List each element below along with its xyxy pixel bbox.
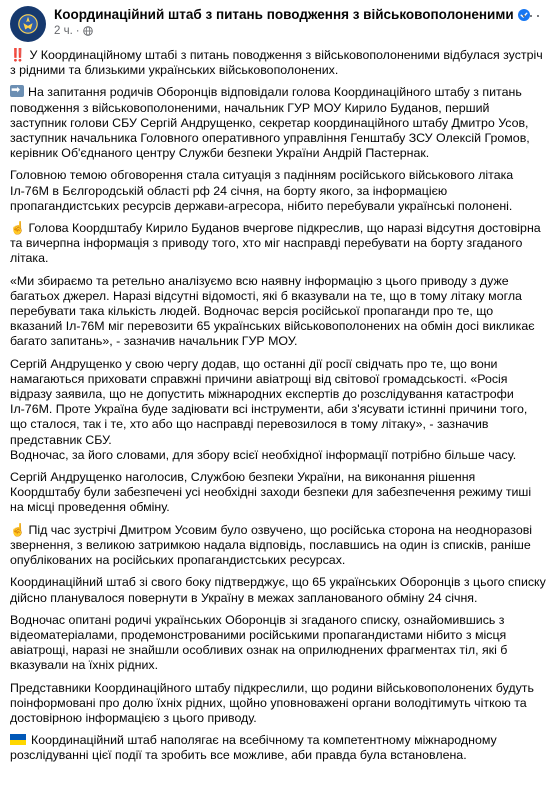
paragraph-12: Представники Координаційного штабу підкреслили, що родини військовополонених будуть поінформовані про долю їхніх рідних, щойно уповноважені органи володітимуть чіткою та достовірною інформацією з цього приводу. xyxy=(10,680,534,725)
paragraph-11: Водночас опитані родичі українських Оборонців зі згаданого списку, ознайомившись з відеоматеріалами, продемонстрованими російськими пропагандистами нібито з місця авіатрощі, наразі не знайшли особливих ознак на оприлюднених фрагментах тіл, які б вказували на їхніх рідних. xyxy=(10,612,508,673)
paragraph-5: «Ми збираємо та ретельно аналізуємо всю наявну інформацію з цього приводу з дуже багатьох джерел. Наразі відсутні відомості, які б вказували на те, що в тому літаку могла перебувати така кількість людей. Водночас версія російської пропаганди про те, що вказаний Іл-76М міг перевозити 65 українських військовополонених на обмін досі викликає багато запитань», - зазначив начальник ГУР МОУ. xyxy=(10,273,535,349)
paragraph-3: Головною темою обговорення стала ситуація з падінням російського військового літака Іл-76М в Бєлгородській області рф 24 січня, на борту якого, за інформацією пропагандистських ресурсів держави-агресора, нібито перебували українські полонені. xyxy=(10,168,514,213)
paragraph-1: ‼️ У Координаційному штабі з питань поводження з військовополоненими відбулася зустріч з рідними та близькими українських військовополонених. xyxy=(10,48,543,78)
paragraph-4: ☝️ Голова Коордштабу Кирило Буданов вчергове підкреслив, що наразі відсутня достовірна та вичерпна інформація з приводу того, хто міг насправді перебувати на борту згаданого літака. xyxy=(10,221,541,266)
emblem-icon xyxy=(17,13,39,35)
paragraph-7: Водночас, за його словами, для збору всієї необхідної інформації потрібно більше часу. xyxy=(10,447,517,462)
page-name-link[interactable]: Координаційний штаб з питань поводження з військовополоненими xyxy=(54,7,514,22)
post-timestamp[interactable]: 2 ч. xyxy=(54,25,73,37)
paragraph-9: ☝️ Під час зустрічі Дмитром Усовим було озвучено, що російська сторона на неодноразові звернення, з великою затримкою надала відповідь, пославшись на один із списків, раніше опублікованих на російських пропагандистських ресурсах. xyxy=(10,522,533,568)
more-options-icon[interactable]: ··· xyxy=(521,5,542,25)
post-text xyxy=(10,48,546,764)
paragraph-10: Координаційний штаб зі свого боку підтверджує, що 65 українських Оборонців з цього списку дійсно планувалося повернути в Україну в межах запланованого обміну 24 січня. xyxy=(10,575,546,605)
page-avatar[interactable] xyxy=(10,6,46,42)
paragraph-2: ➡На запитання родичів Оборонців відповідали голова Координаційного штабу з питань поводження з військовополоненими, начальник ГУР МОУ Кирило Буданов, перший заступник голови СБУ Сергій Андрущенко, секретар координаційного штабу Дмитро Усов, заступник начальника Головного оперативного управління Генштабу ЗСУ Олексій Громов, керівник Об'єднаного центру Служби безпеки України Андрій Пастернак. xyxy=(10,85,546,161)
meta-separator: · xyxy=(75,25,80,37)
pointing-up-icon: ☝️ xyxy=(10,221,26,236)
post-header xyxy=(10,6,546,48)
paragraph-13: Координаційний штаб наполягає на всебічному та компетентному міжнародному розслідуванні цієї події та зробить все можливе, аби правда була встановлена. xyxy=(10,733,497,763)
globe-icon[interactable] xyxy=(83,26,93,36)
double-exclamation-icon: ‼️ xyxy=(10,48,24,62)
right-arrow-icon xyxy=(10,85,24,97)
ukraine-flag-icon xyxy=(10,734,26,745)
paragraph-8: Сергій Андрущенко наголосив, Службою безпеки України, на виконання рішення Коордштабу були забезпечені усі необхідні заходи безпеки для забезпечення режиму тиші на місці проведення обміну. xyxy=(10,470,532,515)
paragraph-6: Сергій Андрущенко у свою чергу додав, що останні дії росії свідчать про те, що вони намагаються приховати справжні причини авіатрощі від світової громадськості. «Росія відразу заявила, що не допустить міжнародних експертів до розслідування катастрофи Іл-76М. Проте Україна буде задіювати всі інструменти, аби з'ясувати істинні причини того, що сталося, так і те, хто або що насправді перевозилося в тому літаку», - зазначив представник СБУ. xyxy=(10,356,528,447)
pointing-up-icon: ☝️ xyxy=(10,522,26,537)
